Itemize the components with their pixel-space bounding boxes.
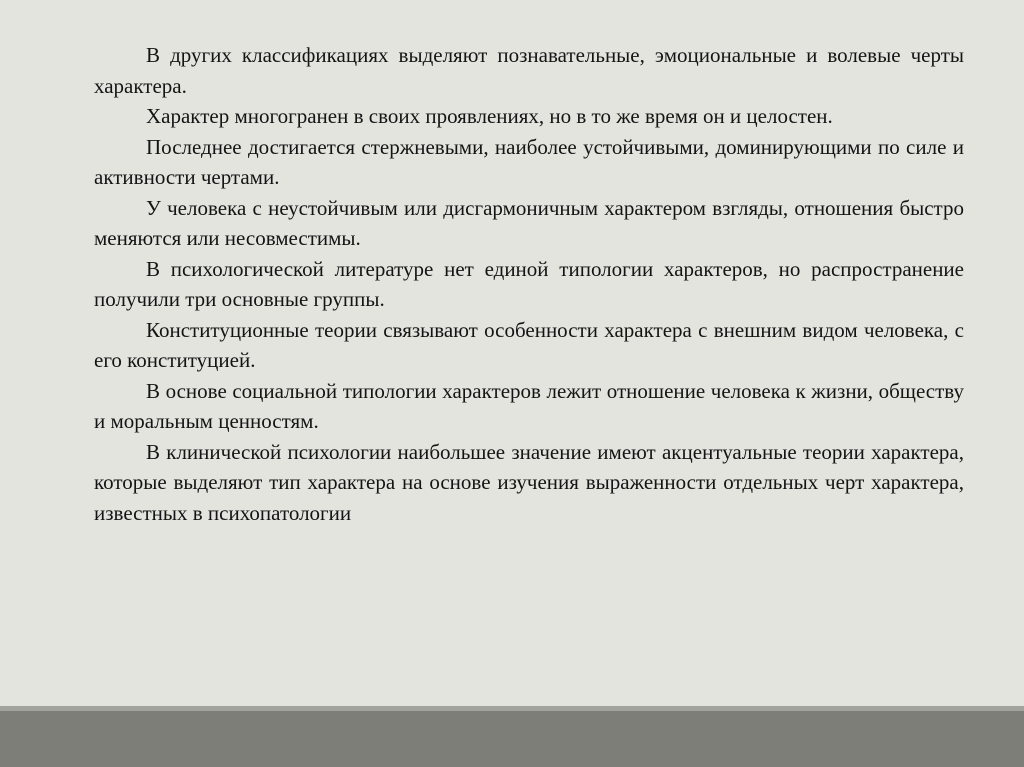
paragraph: В психологической литературе нет единой типологии характеров, но распространение получили три основные группы. (94, 256, 964, 311)
slide-body-text (94, 40, 964, 528)
paragraph: Последнее достигается стержневыми, наиболее устойчивыми, доминирующими по силе и активности чертами. (94, 134, 964, 189)
footer-band-dark (0, 711, 1024, 767)
paragraph: Характер многогранен в своих проявлениях, но в то же время он и целостен. (146, 104, 833, 128)
paragraph: В клинической психологии наибольшее значение имеют акцентуальные теории характера, которые выделяют тип характера на основе изучения выраженности отдельных черт характера, известных в психопатологии (94, 439, 964, 525)
paragraph: Конституционные теории связывают особенности характера с внешним видом человека, с его конституцией. (94, 317, 964, 372)
paragraph: У человека с неустойчивым или дисгармоничным характером взгляды, отношения быстро меняются или несовместимы. (94, 195, 964, 250)
paragraph: В основе социальной типологии характеров лежит отношение человека к жизни, обществу и моральным ценностям. (94, 378, 964, 433)
paragraph: В других классификациях выделяют познавательные, эмоциональные и волевые черты характера. (94, 43, 964, 98)
